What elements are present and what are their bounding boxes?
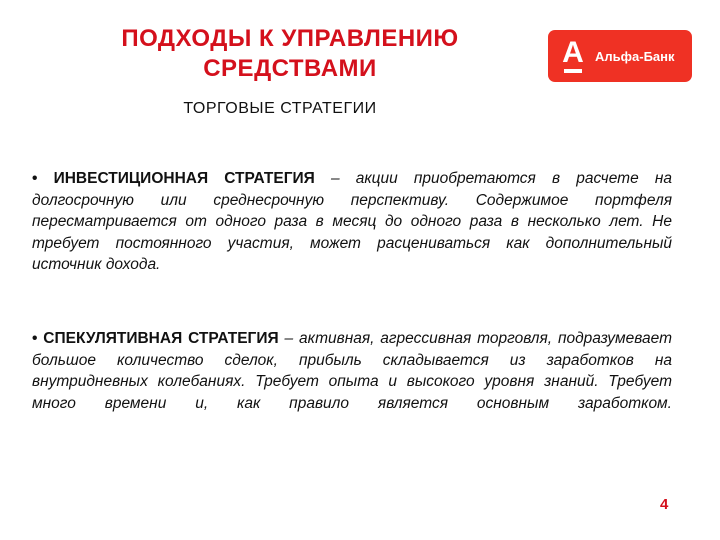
logo-underline [564, 69, 582, 73]
slide-title-line-1: ПОДХОДЫ К УПРАВЛЕНИЮ [121, 25, 459, 52]
logo-letter: А [562, 36, 584, 69]
bullet-investment-strategy [32, 168, 672, 276]
slide-title [80, 24, 500, 84]
alfa-bank-logo [548, 30, 692, 82]
bullet-marker: • [32, 170, 38, 187]
bullet-heading: СПЕКУЛЯТИВНАЯ СТРАТЕГИЯ [43, 330, 279, 347]
bullet-speculative-strategy [32, 328, 672, 414]
bullet-heading: ИНВЕСТИЦИОННАЯ СТРАТЕГИЯ [53, 170, 315, 187]
bullet-text: – акции приобретаются в расчете на долгосрочную или среднесрочную перспективу. Содержимое портфеля пересматривается от одного раза в месяц до одного раза в несколько лет. Не требует постоянного участия, может расцениваться как дополнительный источник дохода. [32, 170, 672, 273]
bullet-text: – активная, агрессивная торговля, подразумевает большое количество сделок, прибыль складывается из заработков на внутридневных колебаниях. Требует опыта и высокого уровня знаний. Требует много времени и, как правило является основным заработком. [32, 330, 672, 412]
logo-text: Альфа-Банк [595, 48, 675, 64]
slide-title-line-2: СРЕДСТВАМИ [203, 55, 377, 82]
alfa-logo-mark-icon [553, 30, 593, 82]
bullet-marker: • [32, 330, 38, 347]
slide-subtitle: ТОРГОВЫЕ СТРАТЕГИИ [183, 100, 377, 117]
page-number: 4 [660, 496, 669, 513]
